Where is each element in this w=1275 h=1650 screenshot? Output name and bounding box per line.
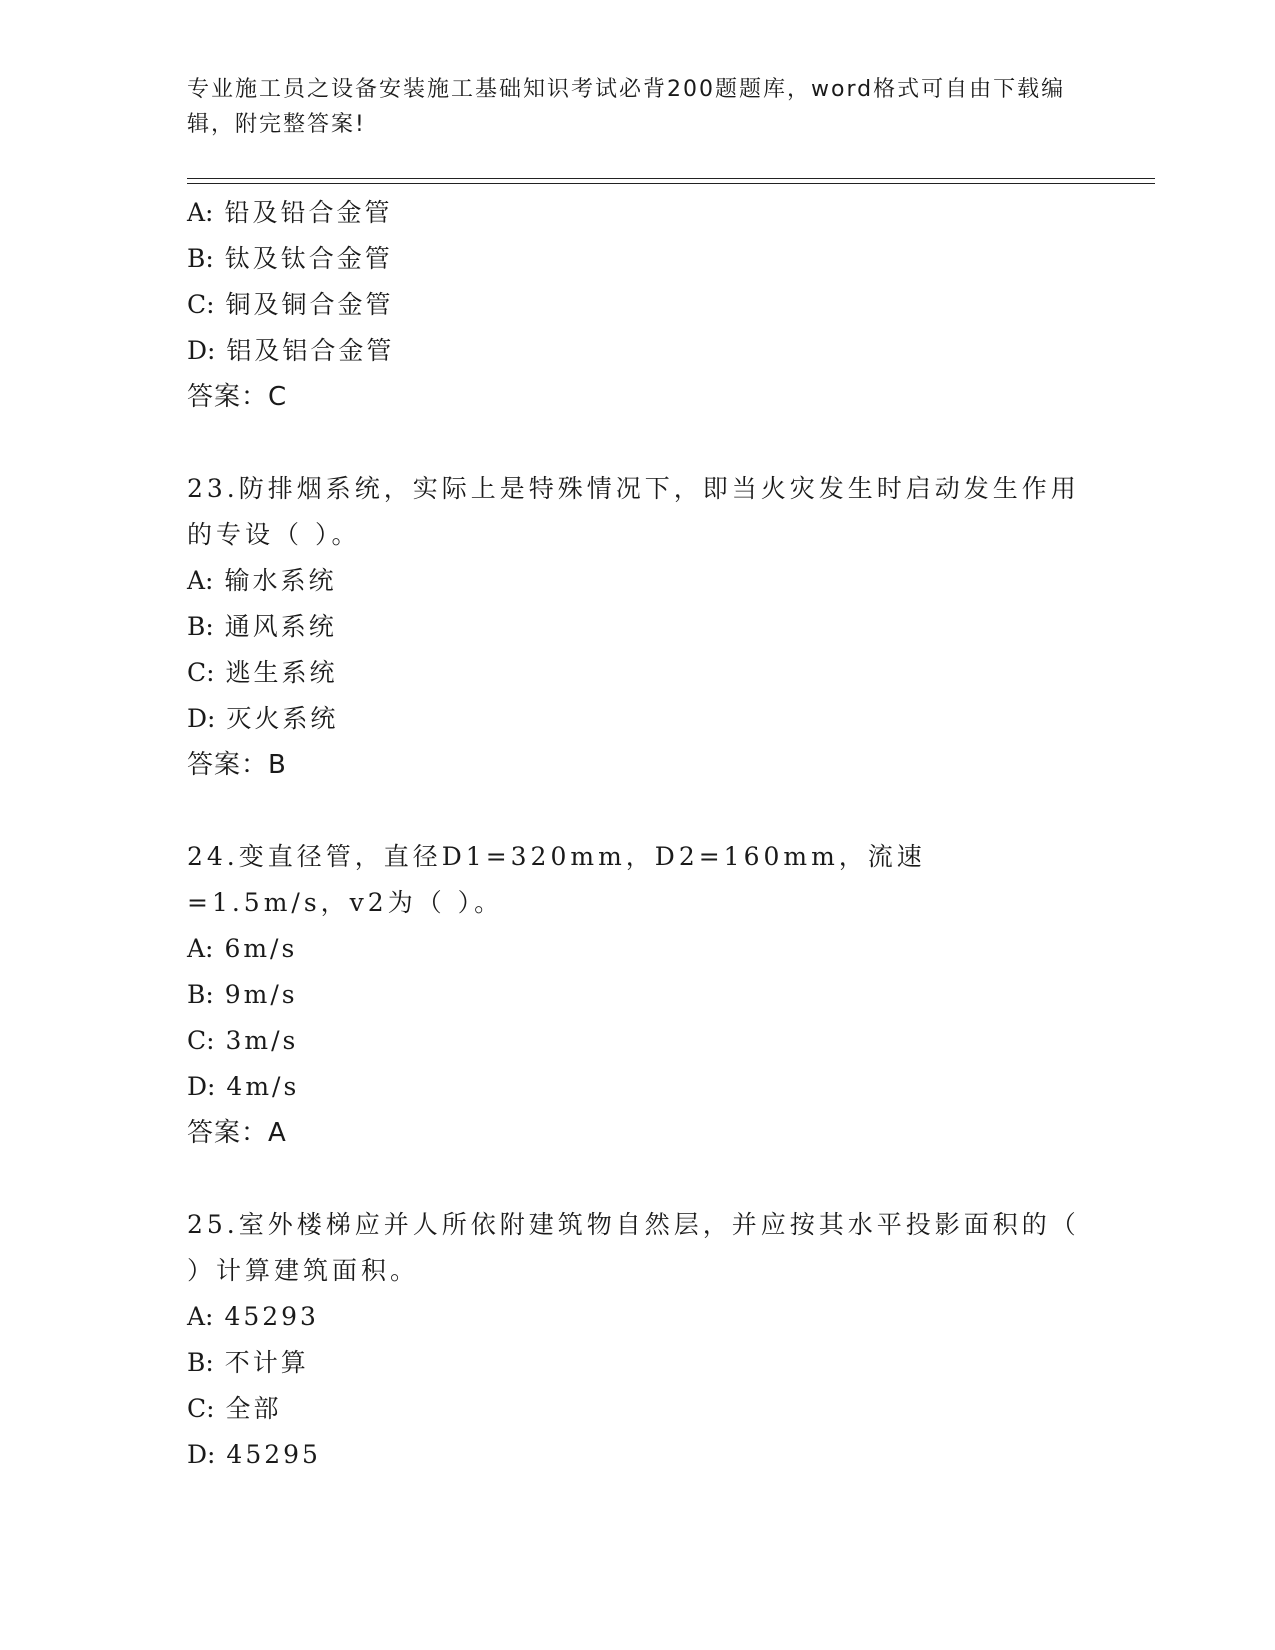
option-a: A: 铅及铅合金管	[187, 198, 393, 227]
option-c: C: 全部	[187, 1394, 282, 1423]
question-24	[187, 834, 1087, 1156]
option-b: B: 通风系统	[187, 612, 337, 641]
option-c: C: 3m/s	[187, 1026, 299, 1055]
question-text: 23.防排烟系统，实际上是特殊情况下，即当火灾发生时启动发生作用的专设（ ）。	[187, 474, 1080, 549]
question-text: 24.变直径管，直径D1=320mm，D2=160mm，流速=1.5m/s，v2为（ ）。	[187, 842, 926, 917]
option-a: A: 45293	[187, 1302, 319, 1331]
option-d: D: 铝及铝合金管	[187, 336, 395, 365]
header-rule-top	[187, 178, 1155, 179]
answer-line: 答案：A	[187, 1118, 287, 1148]
option-a: A: 6m/s	[187, 934, 298, 963]
option-b: B: 9m/s	[187, 980, 298, 1009]
option-d: D: 灭火系统	[187, 704, 339, 733]
option-c: C: 逃生系统	[187, 658, 338, 687]
option-b: B: 不计算	[187, 1348, 309, 1377]
document-content	[187, 190, 1087, 1478]
document-header: 专业施工员之设备安装施工基础知识考试必背200题题库，word格式可自由下载编辑，附完整答案!	[187, 77, 1066, 137]
question-continuation	[187, 190, 1087, 420]
option-d: D: 4m/s	[187, 1072, 300, 1101]
option-c: C: 铜及铜合金管	[187, 290, 394, 319]
question-text: 25.室外楼梯应并人所依附建筑物自然层，并应按其水平投影面积的（ ）计算建筑面积。	[187, 1210, 1080, 1285]
answer-line: 答案：B	[187, 750, 287, 780]
header-rule-bottom	[187, 183, 1155, 184]
option-d: D: 45295	[187, 1440, 321, 1469]
option-b: B: 钛及钛合金管	[187, 244, 393, 273]
question-25	[187, 1202, 1087, 1478]
question-23	[187, 466, 1087, 788]
answer-line: 答案：C	[187, 382, 288, 412]
option-a: A: 输水系统	[187, 566, 337, 595]
